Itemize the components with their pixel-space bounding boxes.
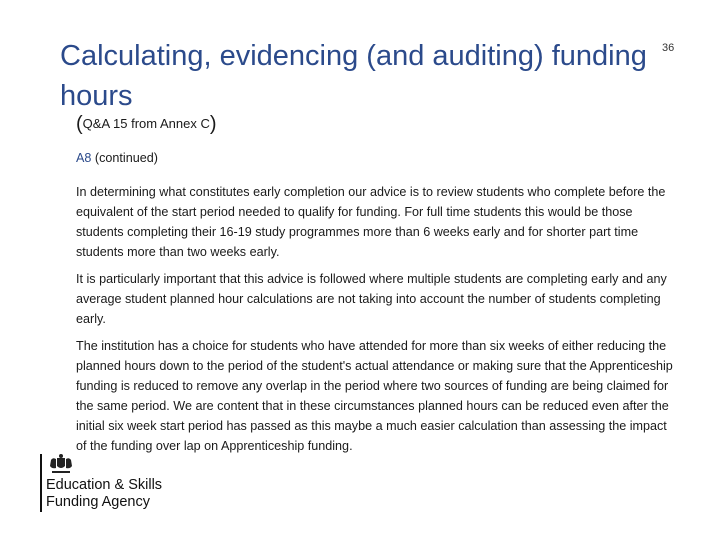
source-reference-text: Q&A 15 from Annex C (82, 116, 210, 131)
agency-logo (40, 450, 180, 514)
slide-title: Calculating, evidencing (and auditing) funding hours (60, 40, 647, 112)
slide-body (76, 148, 680, 463)
section-suffix: (continued) (94, 151, 158, 165)
page-number: 36 (662, 42, 675, 54)
royal-crest-icon (46, 452, 76, 476)
section-label: A8 (76, 151, 92, 165)
close-paren: ) (209, 113, 217, 135)
logo-line-2: Funding Agency (46, 494, 150, 510)
logo-line-1: Education & Skills (46, 477, 163, 493)
section-heading (76, 148, 680, 168)
paragraph-2: It is particularly important that this advice is followed where multiple students are completing early and any average student planned hour calculations are not taking into account the number of students completing early. (76, 272, 667, 326)
paragraph-3: The institution has a choice for students who have attended for more than six weeks of either reducing the planned hours down to the period of the student's actual attendance or making sure that the Apprenticeship funding is reduced to remove any overlap in the period where two sources of funding are being claimed for the same period. We are content that in these circumstances planned hours can be reduced even after the initial six week start period has passed as this maybe a much easier calculation than assessing the impact of the funding over lap on Apprenticeship funding. (76, 339, 673, 453)
paragraph-1: In determining what constitutes early completion our advice is to review students who complete before the equivalent of the start period needed to qualify for funding. For full time students this would be those students completing their 16-19 study programmes more than 6 weeks early and for shorter part time students more than two weeks early. (76, 185, 666, 259)
open-paren: ( (76, 113, 83, 135)
logo-divider (40, 454, 42, 512)
source-reference (76, 113, 217, 136)
